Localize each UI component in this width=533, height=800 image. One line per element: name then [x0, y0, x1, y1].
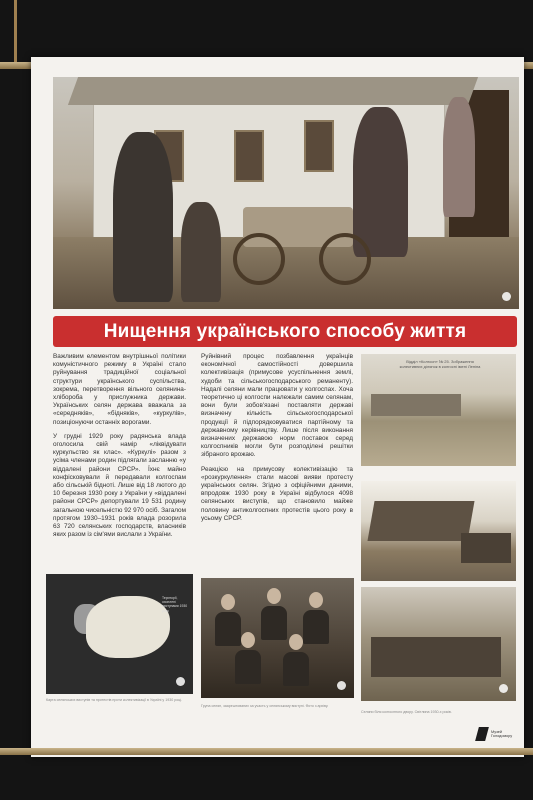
footnote-3: Селяни біля колгоспного двору. Світлина 1930-х років.: [361, 710, 452, 714]
house-window: [234, 130, 264, 182]
crowd: [371, 637, 501, 677]
person-body: [235, 650, 261, 684]
text-column-1: [53, 353, 186, 545]
cart-wheel: [319, 233, 371, 285]
logo-text: Музей Голодомору: [491, 730, 513, 739]
newspaper-caption: Відділ «Колгосп» № 25. Зображення колективних ділянок в колгоспі імені Леніна: [399, 359, 481, 369]
poster-title-bar: [53, 316, 517, 347]
thatched-roof: [367, 501, 474, 541]
person-head: [267, 588, 281, 604]
map-legend: Території, охоплені виступами 1930 року: [162, 596, 188, 613]
photo-number-badge: [502, 292, 511, 301]
house-roof: [68, 77, 478, 105]
footnote-1: Карта селянських виступів та протестів проти колективізації в Україні у 1930 році.: [46, 698, 183, 702]
horse-and-cart: [461, 533, 511, 563]
paragraph: У грудні 1929 року радянська влада оголосила свій намір «ліквідувати куркульство як клас». «Куркулі» разом з усіма членами родин підлягали засланню «у віддалені райони СРСР». Їхнє майно конфісковували й передавали колгоспам або сільській бідноті. Лише від 18 лютого до 10 березня 1930 року з України у «віддалені райони СРСР» депортували 19 531 родину загальною чисельністю 92 970 осіб. Загалом протягом 1930–1931 років влада розорила 63 720 селянських господарств, власників яких разом із сім'ями вислали з України.: [53, 432, 186, 539]
person-head: [289, 634, 303, 650]
house-window: [304, 120, 334, 172]
paragraph: Важливим елементом внутрішньої політики комуністичного режиму в Україні стало руйнування традиційної соціальної структури українського суспільства, зокрема, перетворення вільного селянина-хлібороба у прислужника держави. Українських селян держава вважала за «середняків», «бідняків», «куркулів», позиціонуючи останніх ворогами.: [53, 353, 186, 426]
museum-logo: [477, 727, 513, 745]
person-head: [309, 592, 323, 608]
person-head: [221, 594, 235, 610]
main-photo-village-family: [53, 77, 519, 309]
farm-buildings: [371, 394, 461, 416]
person-body: [261, 606, 287, 640]
cart: [233, 187, 363, 277]
poster: [31, 57, 524, 757]
hanging-string: [14, 0, 17, 64]
peasant-house-photo: [361, 481, 516, 581]
poster-title: Нищення українського способу життя: [103, 320, 467, 342]
logo-icon: [475, 727, 489, 741]
person-body: [283, 652, 309, 686]
ukraine-map: [46, 574, 193, 694]
cart-wheel: [233, 233, 285, 285]
text-column-2: [201, 353, 353, 529]
woman-figure: [113, 132, 173, 302]
paragraph: Руйнівний процес позбавлення українців економічної самостійності довершила колективізація (примусове усуспільнення землі, худоби та сільськогосподарського реманенту). Надалі селяни мали працювати у колгоспах. Хоча теоретично ці колгоспи належали самим селянам, вони були зобов'язані поставляти державі визначену кількість сільськогосподарської продукції й підпорядковуватися партійному та державному керівництву. Лише після виконання визначених державою норм поставок серед колгоспників могли бути розподілені решітки зібраного врожаю.: [201, 353, 353, 459]
paragraph: Реакцією на примусову колективізацію та «розкуркулення» стали масові вияви протесту українських селян. Згідно з офіційними даними, впродовж 1930 року в Україні відбулося 4098 селянських виступів, що становило майже половину антиколгоспних протестів цього року в усьому СРСР.: [201, 465, 353, 522]
photo-number-badge: [337, 681, 346, 690]
person-body: [303, 610, 329, 644]
map-ukraine-territory: [86, 596, 170, 658]
village-gathering-photo: [361, 587, 516, 701]
person-body: [215, 612, 241, 646]
person-in-doorway: [443, 97, 475, 217]
child-figure: [181, 202, 221, 302]
photo-number-badge: [499, 684, 508, 693]
bottom-hanging-rod: [0, 748, 533, 755]
newspaper-photo: [361, 354, 516, 466]
footnote-2: Група селян, заарештованих за участь у селянському виступі. Фото з архіву.: [201, 704, 329, 708]
person-head: [241, 632, 255, 648]
arrested-peasants-photo: [201, 578, 354, 698]
photo-number-badge: [176, 677, 185, 686]
